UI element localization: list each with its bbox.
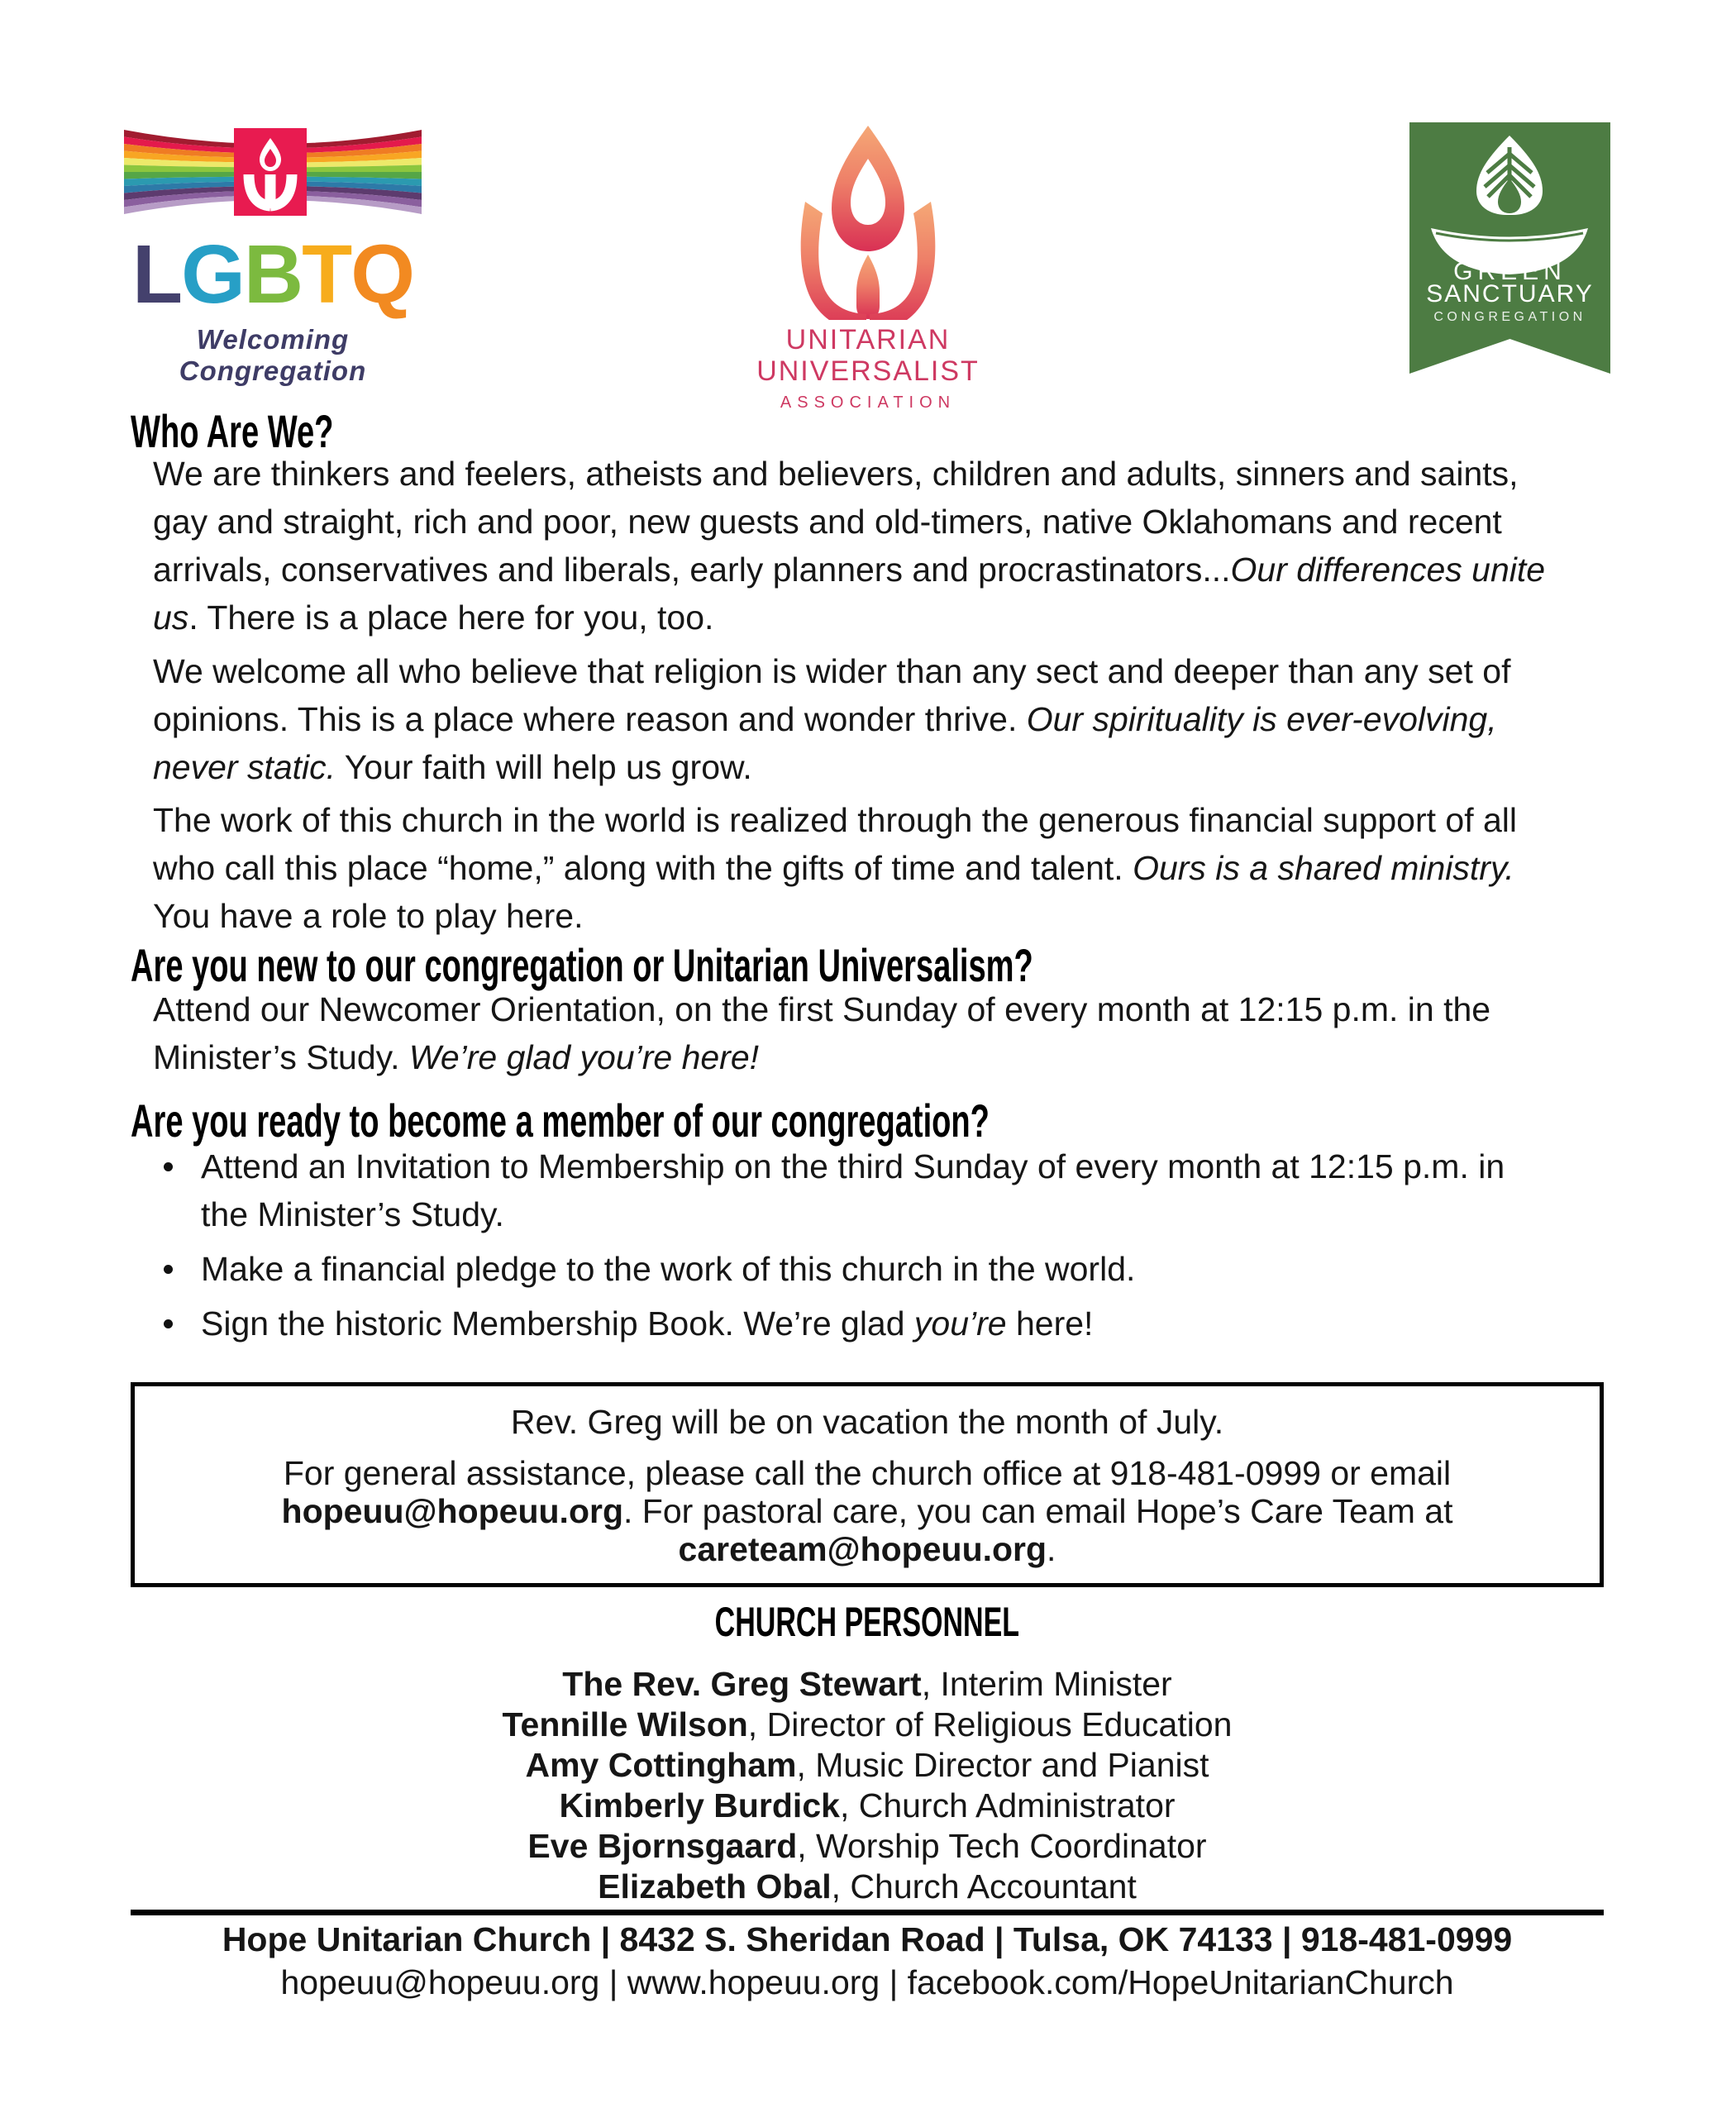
footer-contact-line: Hope Unitarian Church | 8432 S. Sheridan Road | Tulsa, OK 74133 | 918-481-0999 — [222, 1920, 1513, 1958]
lgbtq-letter-2: B — [243, 228, 303, 321]
staff-row: Eve Bjornsgaard, Worship Tech Coordinator — [527, 1827, 1207, 1865]
section-church-personnel — [131, 1599, 1604, 1907]
lgbtq-welcoming-congregation-logo — [124, 128, 422, 387]
membership-bullet-list — [131, 1142, 1604, 1347]
list-item: Attend an Invitation to Membership on the third Sunday of every month at 12:15 p.m. in the Minister’s Study. — [131, 1142, 1604, 1238]
section-who-are-we — [131, 405, 1604, 940]
welcoming-congregation-tagline: Welcoming Congregation — [179, 324, 367, 386]
notice-line-4: careteam@hopeuu.org. — [678, 1530, 1056, 1568]
uua-wordmark — [756, 324, 980, 387]
staff-row: Elizabeth Obal, Church Accountant — [598, 1867, 1137, 1905]
staff-row: The Rev. Greg Stewart, Interim Minister — [562, 1665, 1172, 1703]
lgbtq-letter-4: Q — [351, 228, 413, 321]
notice-line-2: For general assistance, please call the church office at 918-481-0999 or email — [283, 1454, 1452, 1492]
newcomer-heading: Are you new to our congregation or Unitarian Universalism? — [131, 939, 1033, 991]
notice-line-3: hopeuu@hopeuu.org. For pastoral care, you can email Hope’s Care Team at — [281, 1492, 1453, 1530]
list-item: Sign the historic Membership Book. We’re glad you’re here! — [131, 1300, 1604, 1347]
footer-web-line: hopeuu@hopeuu.org | www.hopeuu.org | facebook.com/HopeUnitarianChurch — [280, 1963, 1454, 2001]
uua-chalice-icon — [794, 126, 942, 320]
rainbow-ribbon-icon — [124, 128, 422, 216]
uua-logo — [756, 126, 980, 413]
notice-line-1: Rev. Greg will be on vacation the month of July. — [510, 1403, 1224, 1441]
uua-wordmark-line3: ASSOCIATION — [780, 393, 956, 412]
membership-heading: Are you ready to become a member of our congregation? — [131, 1095, 990, 1147]
staff-row: Kimberly Burdick, Church Administrator — [559, 1786, 1176, 1824]
lgbtq-letter-0: L — [132, 228, 182, 321]
green-sanctuary-line1: GREEN — [1453, 258, 1567, 285]
staff-row: Tennille Wilson, Director of Religious Education — [502, 1705, 1233, 1743]
footer-divider — [131, 1910, 1604, 1915]
who-are-we-paragraph-1: We are thinkers and feelers, atheists and believers, children and adults, sinners and saints, gay and straight, rich and poor, new guests and old-timers, native Oklahomans and recent arrivals, conservatives and liberals, early planners and procrastinators...Our differences unite us. There is a place here for you, too. — [153, 455, 1546, 637]
church-personnel-heading: CHURCH PERSONNEL — [714, 1599, 1020, 1645]
green-sanctuary-line2: SANCTUARY — [1426, 280, 1594, 308]
lgbtq-wordmark — [124, 228, 422, 321]
lgbtq-letter-1: G — [181, 228, 244, 321]
vacation-notice-box — [131, 1382, 1604, 1587]
list-item: Make a financial pledge to the work of this church in the world. — [131, 1245, 1604, 1293]
section-membership — [131, 1095, 1604, 1354]
lgbtq-letter-3: T — [302, 228, 351, 321]
who-are-we-paragraph-2: We welcome all who believe that religion is wider than any sect and deeper than any set of opinions. This is a place where reason and wonder thrive. Our spirituality is ever-evolving, never static. Your faith will help us grow. — [153, 652, 1511, 786]
green-sanctuary-logo — [1409, 122, 1610, 378]
section-newcomer — [131, 939, 1604, 1081]
green-sanctuary-banner-icon — [1409, 122, 1610, 374]
green-sanctuary-line3: CONGREGATION — [1433, 310, 1586, 324]
who-are-we-heading: Who Are We? — [131, 405, 334, 457]
newcomer-paragraph: Attend our Newcomer Orientation, on the first Sunday of every month at 12:15 p.m. in the Minister’s Study. We’re glad you’re here! — [153, 990, 1491, 1076]
staff-row: Amy Cottingham, Music Director and Pianist — [525, 1746, 1209, 1784]
uua-wordmark-line1: UNITARIAN — [785, 324, 951, 355]
who-are-we-paragraph-3: The work of this church in the world is realized through the generous financial support of all who call this place “home,” along with the gifts of time and talent. Ours is a shared ministry. You have a role to play here. — [153, 801, 1518, 935]
staff-list — [131, 1664, 1604, 1907]
uua-wordmark-line2: UNIVERSALIST — [756, 355, 980, 387]
